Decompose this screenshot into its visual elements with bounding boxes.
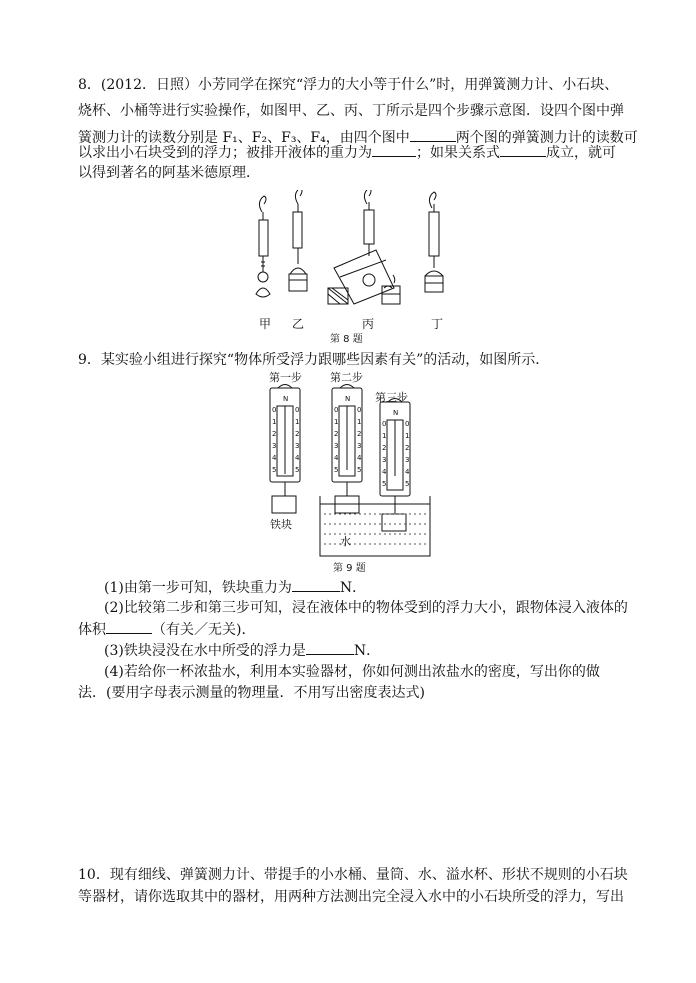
q8-blank-figures[interactable] (410, 127, 456, 142)
q9-blank-buoyancy[interactable] (306, 640, 354, 655)
svg-text:5: 5 (357, 466, 362, 474)
q9-caption: 第 9 题 (333, 563, 366, 574)
svg-text:5: 5 (334, 466, 339, 474)
q8-line-4 (78, 142, 616, 163)
q9-scale1-unit: N (283, 395, 289, 403)
q10-line-1: 10．现有细线、弹簧测力计、带提手的小水桶、量筒、水、溢水杯、形状不规则的小石块 (78, 867, 628, 883)
q8-label-yi: 乙 (292, 317, 305, 331)
svg-text:1: 1 (272, 418, 277, 426)
q8-figure-yi-setup (289, 190, 307, 291)
svg-text:3: 3 (405, 456, 410, 464)
svg-text:2: 2 (334, 430, 339, 438)
q9-step2-label: 第二步 (330, 371, 363, 384)
q9-sub2-text-c: （有关／无关)． (152, 622, 256, 638)
svg-text:2: 2 (382, 444, 387, 452)
q9-scale3-ticks (382, 420, 410, 488)
svg-text:5: 5 (405, 480, 410, 488)
svg-text:1: 1 (295, 418, 300, 426)
q8-blank-weight[interactable] (372, 142, 416, 157)
svg-text:3: 3 (357, 442, 362, 450)
q9-scale2-unit: N (345, 395, 351, 403)
q9-sub2-line1: (2)比较第二步和第三步可知，浸在液体中的物体受到的浮力大小，跟物体浸入液体的 (104, 600, 628, 616)
svg-text:1: 1 (357, 418, 362, 426)
q9-water-label: 水 (340, 535, 351, 548)
q9-step1-label: 第一步 (269, 371, 302, 384)
svg-text:4: 4 (357, 454, 362, 462)
q9-sub4-line1: (4)若给你一杯浓盐水，利用本实验器材，你如何测出浓盐水的密度，写出你的做 (104, 664, 600, 680)
svg-text:2: 2 (357, 430, 362, 438)
svg-text:4: 4 (272, 454, 277, 462)
q8-caption: 第 8 题 (330, 334, 363, 345)
q9-blank-weight[interactable] (292, 577, 340, 592)
q9-intro: 9．某实验小组进行探究“物体所受浮力跟哪些因素有关”的活动，如图所示． (78, 352, 550, 368)
q9-scale2-ticks (334, 406, 362, 474)
svg-text:5: 5 (295, 466, 300, 474)
q8-figure-jia-setup (256, 196, 270, 297)
q8-line-3-text-a: 簧测力计的读数分别是 F₁、F₂、F₃、F₄，由四个图中 (78, 130, 410, 146)
q9-sub2-text-b: 体积 (78, 622, 106, 638)
q9-water-tank (320, 496, 430, 556)
q9-sub2-line2 (78, 619, 255, 640)
q8-label-jia: 甲 (259, 317, 272, 331)
svg-text:1: 1 (382, 432, 387, 440)
q9-sub3-text-b: N． (353, 643, 381, 659)
q8-line-4-text-c: 成立，就可 (546, 145, 616, 161)
q9-sub3 (104, 640, 380, 661)
q9-sub1-text-a: (1)由第一步可知，铁块重力为 (104, 580, 292, 596)
svg-text:4: 4 (405, 468, 410, 476)
q10-line-2: 等器材，请你选取其中的器材，用两种方法测出完全浸入水中的小石块所受的浮力，写出 (78, 889, 624, 905)
svg-text:4: 4 (334, 454, 339, 462)
q9-scale1-ticks (272, 406, 300, 474)
q9-scale-step3 (380, 399, 410, 532)
svg-text:0: 0 (295, 406, 300, 414)
svg-text:1: 1 (405, 432, 410, 440)
svg-text:0: 0 (357, 406, 362, 414)
q9-scale3-unit: N (393, 409, 399, 417)
svg-text:2: 2 (295, 430, 300, 438)
svg-text:0: 0 (382, 420, 387, 428)
q9-sub1 (104, 577, 366, 598)
q9-sub3-text-a: (3)铁块浸没在水中所受的浮力是 (104, 643, 306, 659)
q9-step3-label: 第三步 (375, 391, 408, 404)
svg-text:1: 1 (334, 418, 339, 426)
q8-line-4-text-b: ；如果关系式 (416, 145, 500, 161)
svg-text:3: 3 (382, 456, 387, 464)
q9-sub1-text-b: N． (339, 580, 367, 596)
q8-line-5: 以得到著名的阿基米德原理． (78, 165, 260, 181)
q8-line-1: 8．(2012．日照）小芳同学在探究“浮力的大小等于什么”时，用弹簧测力计、小石块、 (78, 77, 619, 93)
svg-text:0: 0 (334, 406, 339, 414)
q9-iron-label: 铁块 (270, 518, 292, 531)
svg-text:0: 0 (405, 420, 410, 428)
svg-text:5: 5 (272, 466, 277, 474)
svg-text:2: 2 (405, 444, 410, 452)
svg-text:0: 0 (272, 406, 277, 414)
q9-sub4-line2: 法．(要用字母表示测量的物理量．不用写出密度表达式) (78, 685, 425, 701)
svg-text:3: 3 (334, 442, 339, 450)
q8-label-ding: 丁 (431, 317, 444, 331)
svg-text:4: 4 (382, 468, 387, 476)
svg-text:3: 3 (272, 442, 277, 450)
q8-figure-bing-setup (328, 190, 400, 304)
q8-line-3-text-b: 两个图的弹簧测力计的读数可 (455, 130, 638, 146)
q8-blank-relation[interactable] (500, 142, 546, 157)
q8-line-4-text-a: 以求出小石块受到的浮力；被排开液体的重力为 (78, 145, 372, 161)
svg-text:3: 3 (295, 442, 300, 450)
svg-text:4: 4 (295, 454, 300, 462)
q8-label-bing: 丙 (362, 317, 375, 331)
q8-line-2: 烧杯、小桶等进行实验操作，如图甲、乙、丙、丁所示是四个步骤示意图．设四个图中弹 (78, 103, 624, 119)
svg-text:5: 5 (382, 480, 387, 488)
q8-figure-ding-setup (425, 192, 443, 292)
q9-blank-relation[interactable] (106, 619, 152, 634)
svg-text:2: 2 (272, 430, 277, 438)
